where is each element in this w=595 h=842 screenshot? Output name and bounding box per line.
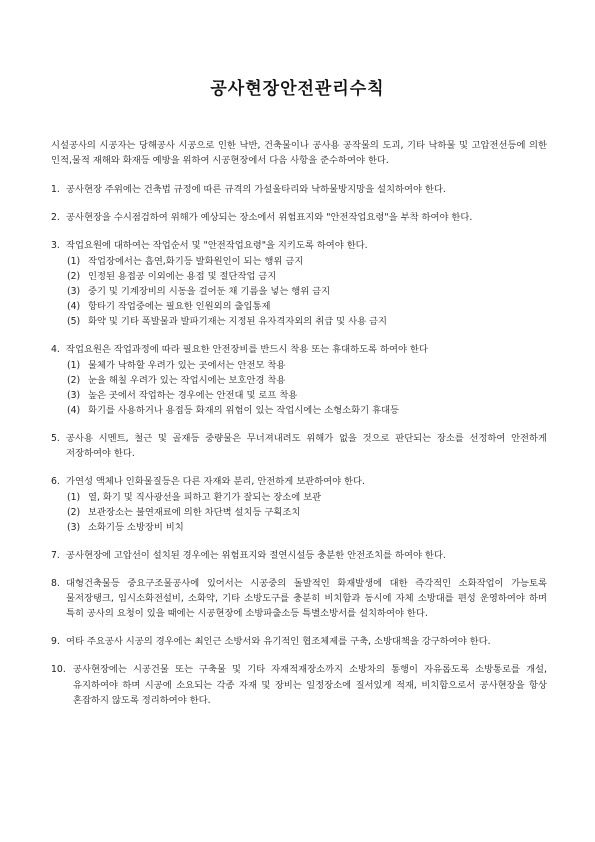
sub-item-number: (2) xyxy=(67,374,81,386)
clause-number: 1. xyxy=(51,184,60,196)
clause-number: 7. xyxy=(51,550,60,562)
sub-item-text: 눈을 해칠 우려가 있는 작업시에는 보호안경 착용 xyxy=(88,374,286,386)
sub-item-list xyxy=(51,358,547,419)
clause-heading xyxy=(51,210,547,225)
sub-item xyxy=(67,284,547,299)
sub-item-number: (4) xyxy=(67,301,81,313)
sub-item xyxy=(67,505,547,520)
clause-item xyxy=(51,662,547,708)
intro-paragraph: 시설공사의 시공자는 당해공사 시공으로 인한 낙반, 건축물이나 공사용 공작물의 도괴, 기타 낙하물 및 고압전선등에 의한 인적,물적 재해와 화재등 예방을 위하여 시공현장에서 다음 사항을 준수하여야 한다. xyxy=(51,140,547,167)
clause-heading xyxy=(51,474,547,489)
sub-item-list xyxy=(51,490,547,536)
clause-number: 3. xyxy=(51,240,60,252)
sub-item-text: 높은 곳에서 작업하는 경우에는 안전대 및 로프 착용 xyxy=(88,390,298,402)
sub-item xyxy=(67,388,547,403)
clause-text: 작업요원에 대하여는 작업순서 및 "안전작업요령"을 지키도록 하여야 한다. xyxy=(66,240,368,252)
clause-item xyxy=(51,576,547,622)
clause-list xyxy=(51,182,547,708)
sub-item-text: 항타기 작업중에는 필요한 인원외의 출입통제 xyxy=(88,301,271,313)
sub-item-number: (1) xyxy=(67,359,81,371)
sub-item-text: 중기 및 기계장비의 시동을 걸어둔 채 기름을 넣는 행위 금지 xyxy=(88,286,331,298)
document-body xyxy=(51,138,547,721)
sub-item-number: (3) xyxy=(67,390,81,402)
clause-text: 공사용 시멘트, 철근 및 골재등 중량물은 무너져내려도 위해가 없을 것으로 판단되는 장소를 선정하여 안전하게 저장하여야 한다. xyxy=(66,433,547,460)
clause-text: 작업요원은 작업과정에 따라 필요한 안전장비를 반드시 착용 또는 휴대하도록 하여야 한다 xyxy=(66,344,428,356)
clause-heading xyxy=(51,576,547,622)
sub-item-text: 소화기등 소방장비 비치 xyxy=(88,522,184,534)
sub-item-number: (2) xyxy=(67,270,81,282)
clause-heading xyxy=(51,182,547,197)
clause-heading xyxy=(51,431,547,461)
clause-heading xyxy=(51,634,547,649)
sub-item-text: 물체가 낙하할 우려가 있는 곳에서는 안전모 착용 xyxy=(88,359,286,371)
clause-text: 공사현장에는 시공건물 또는 구축물 및 기타 자재적재장소까지 소방차의 통행이 자유롭도록 소방통로를 개설,유지하여야 하며 시공에 소요되는 각종 자재 및 장비는 일정장소에 질서있게 적재, 비치함으로서 공사현장을 항상 혼잡하지 않도록 정리하여야 한다. xyxy=(73,664,547,706)
sub-item-text: 보관장소는 불연재료에 의한 차단벽 설치등 구획조치 xyxy=(88,506,301,518)
sub-item-list xyxy=(51,254,547,330)
clause-text: 여타 주요공사 시공의 경우에는 최인근 소방서와 유기적인 협조체제를 구축, 소방대책을 강구하여야 한다. xyxy=(66,636,491,648)
clause-item xyxy=(51,182,547,197)
sub-item-number: (3) xyxy=(67,286,81,298)
clause-number: 5. xyxy=(51,433,60,445)
sub-item xyxy=(67,373,547,388)
clause-item xyxy=(51,342,547,418)
sub-item-number: (1) xyxy=(67,255,81,267)
sub-item-text: 작업장에서는 흡연,화기등 발화원인이 되는 행위 금지 xyxy=(88,255,304,267)
clause-number: 10. xyxy=(51,664,66,676)
clause-text: 공사현장을 수시점검하여 위해가 예상되는 장소에서 위험표지와 "안전작업요령"을 부착 하여야 한다. xyxy=(66,212,473,224)
sub-item-number: (3) xyxy=(67,522,81,534)
sub-item xyxy=(67,299,547,314)
sub-item-text: 인정된 용접공 이외에는 용접 및 절단작업 금지 xyxy=(88,270,277,282)
clause-number: 4. xyxy=(51,344,60,356)
clause-item xyxy=(51,210,547,225)
clause-text: 대형건축물등 중요구조물공사에 있어서는 시공중의 돌발적인 화재발생에 대한 즉각적인 소화작업이 가능토록 물저장탱크, 임시소화전설비, 소화약, 기타 소방도구를 충분히 비치함과 동시에 자체 소방대를 편성 운영하여야 하며 특히 공사의 요청이 있을 때에는 시공현장에 소방파출소등 특별소방서를 설치하여야 한다. xyxy=(66,578,547,620)
clause-heading xyxy=(51,662,547,708)
clause-number: 6. xyxy=(51,476,60,488)
clause-heading xyxy=(51,548,547,563)
clause-item xyxy=(51,238,547,329)
sub-item xyxy=(67,254,547,269)
clause-item xyxy=(51,548,547,563)
sub-item xyxy=(67,403,547,418)
clause-heading xyxy=(51,342,547,357)
sub-item-number: (5) xyxy=(67,316,81,328)
sub-item xyxy=(67,269,547,284)
sub-item xyxy=(67,358,547,373)
clause-item xyxy=(51,431,547,461)
sub-item-number: (2) xyxy=(67,506,81,518)
clause-number: 2. xyxy=(51,212,60,224)
clause-text: 가연성 액체나 인화물질등은 다른 자재와 분리, 안전하게 보관하여야 한다. xyxy=(66,476,365,488)
clause-number: 8. xyxy=(51,578,60,590)
sub-item-number: (1) xyxy=(67,491,81,503)
clause-heading xyxy=(51,238,547,253)
clause-text: 공사현장에 고압선이 설치된 경우에는 위험표지와 절연시설등 충분한 안전조치를 하여야 한다. xyxy=(66,550,446,562)
clause-number: 9. xyxy=(51,636,60,648)
document-title: 공사현장안전관리수칙 xyxy=(210,79,385,99)
clause-item xyxy=(51,634,547,649)
sub-item xyxy=(67,314,547,329)
sub-item-number: (4) xyxy=(67,405,81,417)
sub-item-text: 화기를 사용하거나 용접등 화재의 위험이 있는 작업시에는 소형소화기 휴대등 xyxy=(88,405,400,417)
clause-item xyxy=(51,474,547,535)
sub-item xyxy=(67,490,547,505)
clause-text: 공사현장 주위에는 건축법 규정에 따른 규격의 가설울타리와 낙하물방지망을 설치하여야 한다. xyxy=(66,184,446,196)
sub-item-text: 화약 및 기타 폭발물과 발파기재는 지정된 유자격자외의 취급 및 사용 금지 xyxy=(88,316,387,328)
sub-item xyxy=(67,520,547,535)
sub-item-text: 열, 화기 및 직사광선을 피하고 환기가 잘되는 장소에 보관 xyxy=(88,491,322,503)
